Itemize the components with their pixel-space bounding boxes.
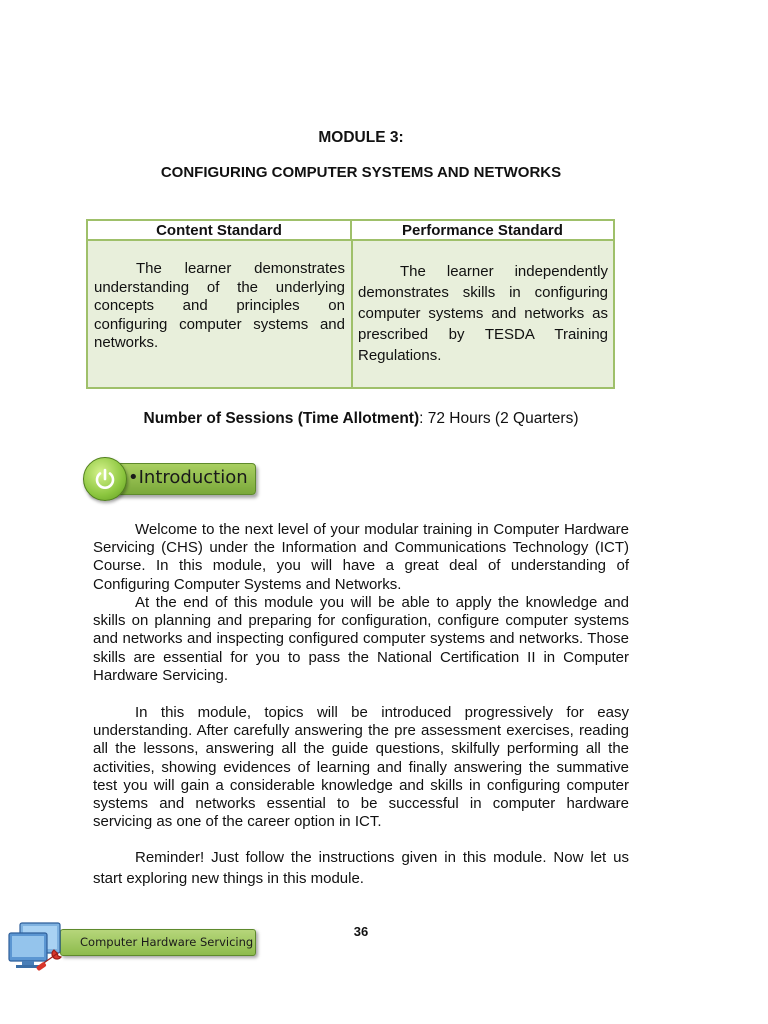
intro-paragraph-2: At the end of this module you will be able to apply the knowledge and skills on planning and preparing for configuration, configure computer systems and networks and inspecting configured computer systems and networks. Those skills are essential for you to pass the National Certification II in Computer Hardware Servicing. xyxy=(93,594,629,684)
intro-paragraph-3: In this module, topics will be introduced progressively for easy understanding. After carefully answering the pre assessment exercises, reading all the lessons, answering all the guide questions, skilfully performing all the activities, showing evidences of learning and finally answering the summative test you will gain a considerable knowledge and skills in configuring computer systems and networks essential to be successful in computer hardware servicing as one of the career option in ICT. xyxy=(93,704,629,831)
computer-wrench-icon xyxy=(6,920,86,972)
intro-paragraph-4: Reminder! Just follow the instructions given in this module. Now let us start exploring new things in this module. xyxy=(93,849,629,887)
performance-standard-header: Performance Standard xyxy=(352,221,613,241)
sessions-value: : 72 Hours (2 Quarters) xyxy=(419,410,579,427)
intro-paragraph-1: Welcome to the next level of your modular training in Computer Hardware Servicing (CHS) under the Information and Communications Technology (ICT) Course. In this module, you will have a great deal of understanding of Configuring Computer Systems and Networks. xyxy=(93,521,629,593)
sessions-label: Number of Sessions (Time Allotment) xyxy=(143,410,420,427)
module-subtitle: CONFIGURING COMPUTER SYSTEMS AND NETWORKS xyxy=(160,164,562,181)
standards-table xyxy=(86,219,615,389)
power-icon xyxy=(83,457,127,501)
content-standard-header: Content Standard xyxy=(88,221,352,241)
footer-banner-label: Computer Hardware Servicing xyxy=(80,935,254,949)
table-divider xyxy=(351,241,353,387)
page-number: 36 xyxy=(353,924,369,939)
content-standard-text: The learner demonstrates understanding of the underlying concepts and principles on configuring computer systems and networks. xyxy=(94,260,345,351)
sessions-line xyxy=(0,410,722,428)
introduction-label: •Introduction xyxy=(128,467,248,488)
performance-standard-text: The learner independently demonstrates skills in configuring computer systems and networks as prescribed by TESDA Training Regulations. xyxy=(358,263,608,364)
module-title: MODULE 3: xyxy=(318,129,404,146)
